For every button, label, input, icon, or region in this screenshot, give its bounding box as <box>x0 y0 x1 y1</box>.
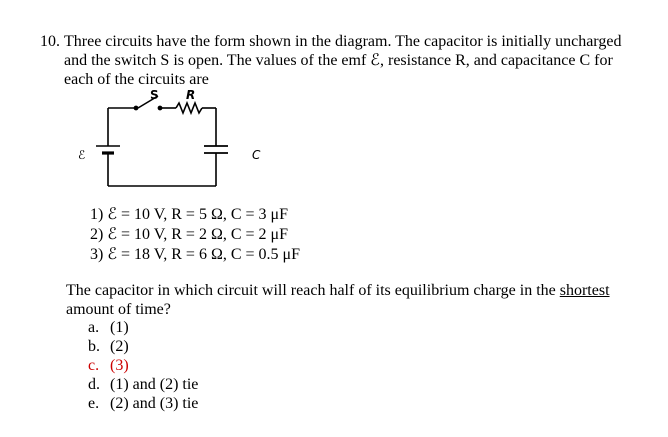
option-text: (1) <box>110 319 129 336</box>
option-letter: e. <box>88 395 100 412</box>
circuit-values-item: 3) ℰ = 18 V, R = 6 Ω, C = 0.5 μF <box>90 246 300 263</box>
option-letter: a. <box>88 319 100 336</box>
option-text: (1) and (2) tie <box>110 376 199 393</box>
option-c[interactable] <box>88 356 198 375</box>
option-text: (2) <box>110 338 129 355</box>
option-text: (2) and (3) tie <box>110 395 199 412</box>
option-d[interactable] <box>88 375 198 394</box>
question-line-2: and the switch S is open. The values of the emf ℰ, resistance R, and capacitance C for <box>64 52 613 69</box>
circuit-drawing <box>72 86 272 198</box>
prompt-line-1-text: The capacitor in which circuit will reach half of its equilibrium charge in the <box>66 282 560 299</box>
prompt-underlined-word: shortest <box>559 282 610 299</box>
option-a[interactable] <box>88 318 198 337</box>
emf-label: ℰ <box>78 148 86 162</box>
switch-label: S <box>150 88 159 102</box>
answer-options <box>88 318 198 413</box>
circuit-values-item: 1) ℰ = 10 V, R = 5 Ω, C = 3 μF <box>90 206 288 223</box>
option-e[interactable] <box>88 394 198 413</box>
prompt-line-1 <box>66 281 636 300</box>
circuit-diagram <box>72 86 272 198</box>
question-line-3: each of the circuits are <box>64 71 209 88</box>
circuit-values-list <box>90 205 300 265</box>
option-letter: c. <box>88 357 100 374</box>
question-number: 10. <box>40 33 60 50</box>
prompt-line-2: amount of time? <box>66 301 171 318</box>
option-text: (3) <box>110 357 129 374</box>
question-line-1: Three circuits have the form shown in the diagram. The capacitor is initially uncharged <box>64 33 622 50</box>
capacitor-label: C <box>252 148 261 162</box>
circuit-values-item: 2) ℰ = 10 V, R = 2 Ω, C = 2 μF <box>90 226 288 243</box>
prompt-text <box>66 281 636 319</box>
option-b[interactable] <box>88 337 198 356</box>
resistor <box>176 103 202 113</box>
resistor-label: R <box>186 88 196 102</box>
question-text <box>64 32 634 89</box>
option-letter: d. <box>88 376 100 393</box>
option-letter: b. <box>88 338 100 355</box>
